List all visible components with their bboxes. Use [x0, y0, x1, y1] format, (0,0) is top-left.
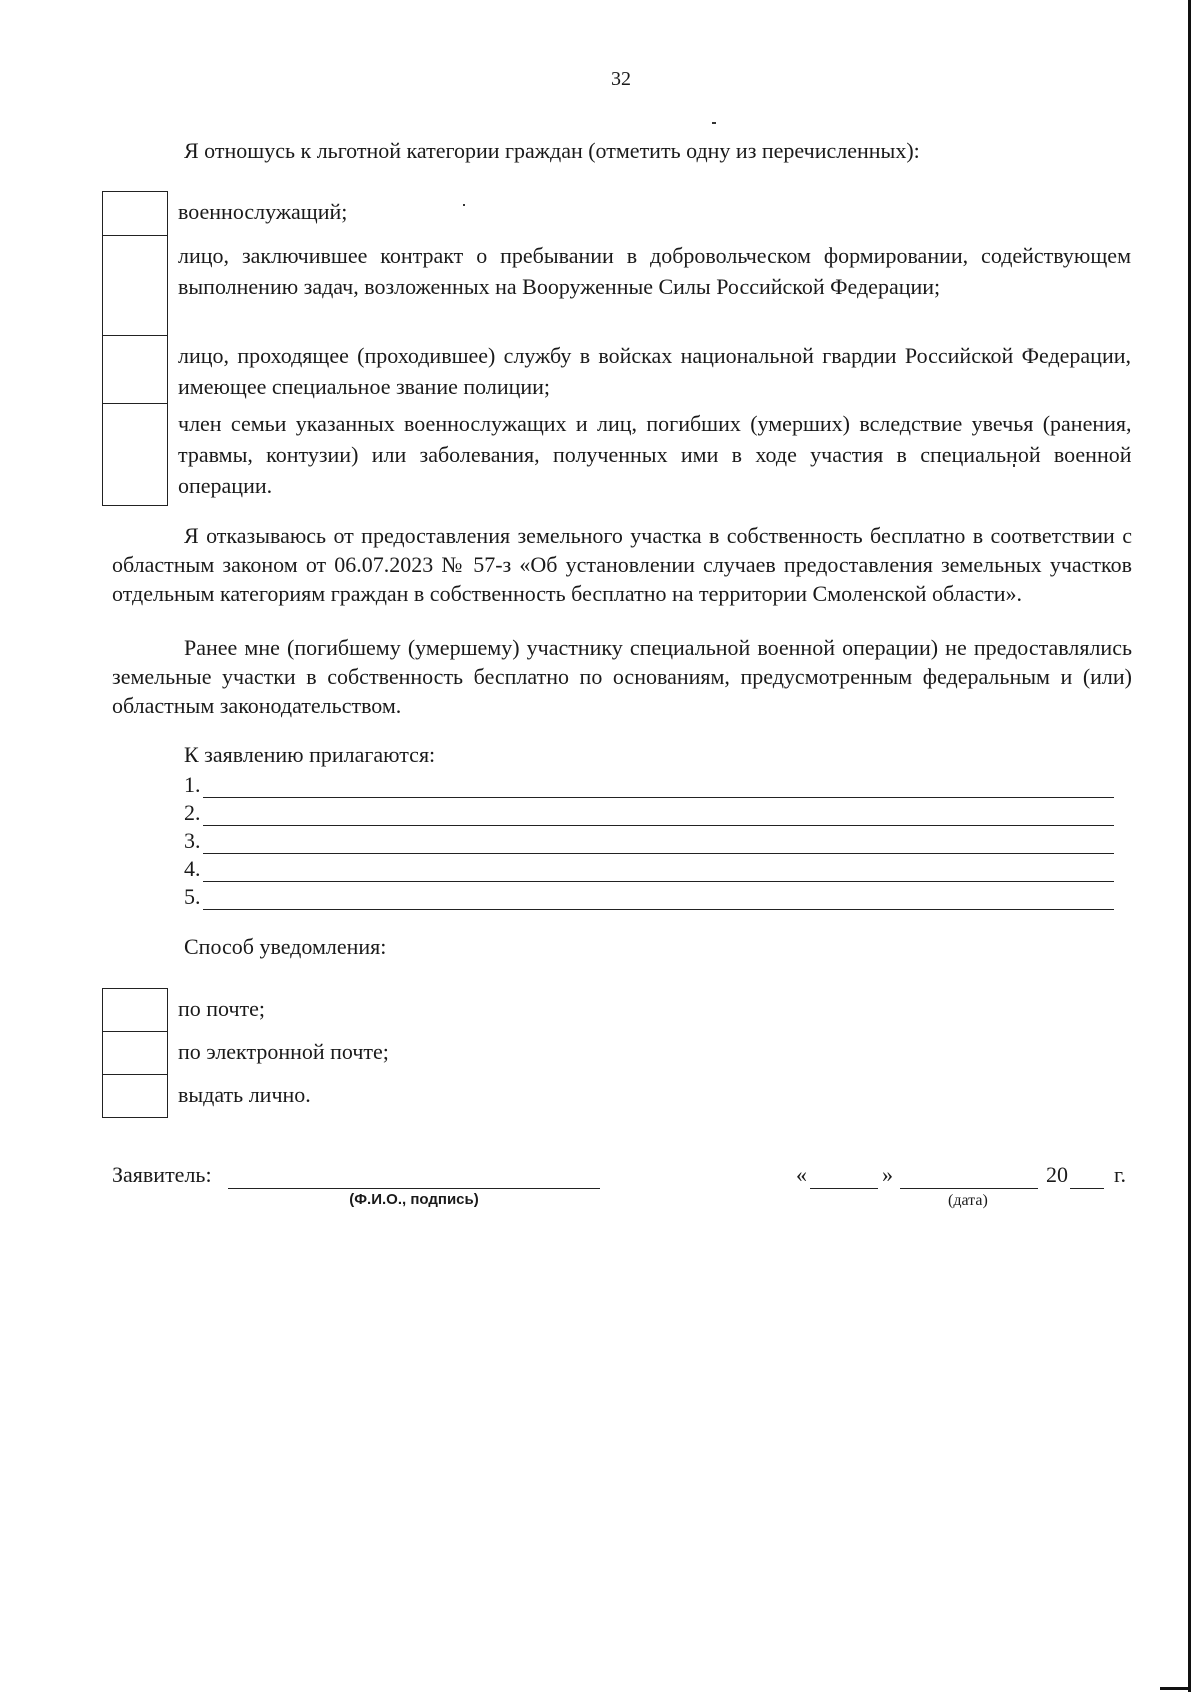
attachment-item [184, 882, 1114, 910]
category-table [102, 191, 1132, 506]
attachment-input-line[interactable] [203, 889, 1115, 910]
notification-checkbox[interactable] [103, 989, 168, 1032]
page-number: 32 [611, 68, 631, 90]
year-suffix: г. [1114, 1162, 1127, 1187]
notification-row [103, 1032, 1132, 1075]
date-open-quote: « [796, 1162, 807, 1187]
day-input-line[interactable] [810, 1188, 878, 1189]
category-row [103, 192, 1132, 236]
notification-table [102, 988, 1132, 1118]
category-label: лицо, проходящее (проходившее) службу в войсках национальной гвардии Российской Федерации, имеющее специальное звание полиции; [178, 342, 1131, 399]
scan-artifact [712, 122, 716, 124]
category-label: член семьи указанных военнослужащих и лиц, погибших (умерших) вследствие увечья (ранения, травмы, контузии) или заболевания, полученных ими в ходе участия в специальной военной операции. [178, 410, 1132, 498]
attachment-input-line[interactable] [203, 861, 1115, 882]
scan-edge [1160, 1687, 1190, 1690]
attachment-item [184, 854, 1114, 882]
year-prefix: 20 [1046, 1162, 1068, 1187]
category-row [103, 336, 1132, 404]
category-label: военнослужащий; [178, 198, 348, 224]
attachment-input-line[interactable] [203, 833, 1115, 854]
attachment-number: 3. [184, 828, 201, 853]
notification-row [103, 1075, 1132, 1118]
refusal-paragraph: Я отказываюсь от предоставления земельного участка в собственность бесплатно в соответствии с областным законом от 06.07.2023 № 57-з «Об установлении случаев предоставления земельных участков отдельным категориям граждан в собственность бесплатно на территории Смоленской области». [112, 523, 1132, 606]
attachment-input-line[interactable] [203, 805, 1115, 826]
category-row [103, 236, 1132, 336]
attachment-item [184, 770, 1114, 798]
notification-row [103, 989, 1132, 1032]
category-checkbox[interactable] [103, 336, 168, 404]
scan-edge [1188, 0, 1191, 1692]
notification-title: Способ уведомления: [184, 934, 387, 959]
applicant-label: Заявитель: [112, 1162, 212, 1187]
category-row [103, 404, 1132, 506]
attachment-number: 4. [184, 856, 201, 881]
notification-option-label: по электронной почте; [178, 1038, 389, 1064]
date-close-quote: » [882, 1162, 893, 1187]
signature-input-line[interactable] [228, 1188, 600, 1189]
category-label: лицо, заключившее контракт о пребывании в добровольческом формировании, содействующем выполнению задач, возложенных на Вооруженные Силы Российской Федерации; [178, 242, 1131, 299]
date-block [796, 1162, 1132, 1222]
attachments-list [184, 770, 1114, 910]
prior-land-paragraph: Ранее мне (погибшему (умершему) участнику специальной военной операции) не предоставлялись земельные участки в собственность бесплатно по основаниям, предусмотренным федеральным и (или) областным законодательством. [112, 635, 1132, 718]
attachment-number: 1. [184, 772, 201, 797]
attachment-input-line[interactable] [203, 777, 1115, 798]
attachment-item [184, 826, 1114, 854]
month-input-line[interactable] [900, 1188, 1038, 1189]
category-intro: Я отношусь к льготной категории граждан (отметить одну из перечисленных): [184, 138, 920, 163]
attachment-number: 2. [184, 800, 201, 825]
attachments-title: К заявлению прилагаются: [184, 742, 436, 767]
category-checkbox[interactable] [103, 192, 168, 236]
signature-caption: (Ф.И.О., подпись) [349, 1191, 479, 1208]
year-input-line[interactable] [1070, 1188, 1104, 1189]
notification-checkbox[interactable] [103, 1075, 168, 1118]
notification-option-label: выдать лично. [178, 1081, 311, 1107]
attachment-number: 5. [184, 884, 201, 909]
category-checkbox[interactable] [103, 404, 168, 506]
notification-checkbox[interactable] [103, 1032, 168, 1075]
category-checkbox[interactable] [103, 236, 168, 336]
attachment-item [184, 798, 1114, 826]
notification-option-label: по почте; [178, 995, 266, 1021]
date-caption: (дата) [948, 1192, 988, 1209]
